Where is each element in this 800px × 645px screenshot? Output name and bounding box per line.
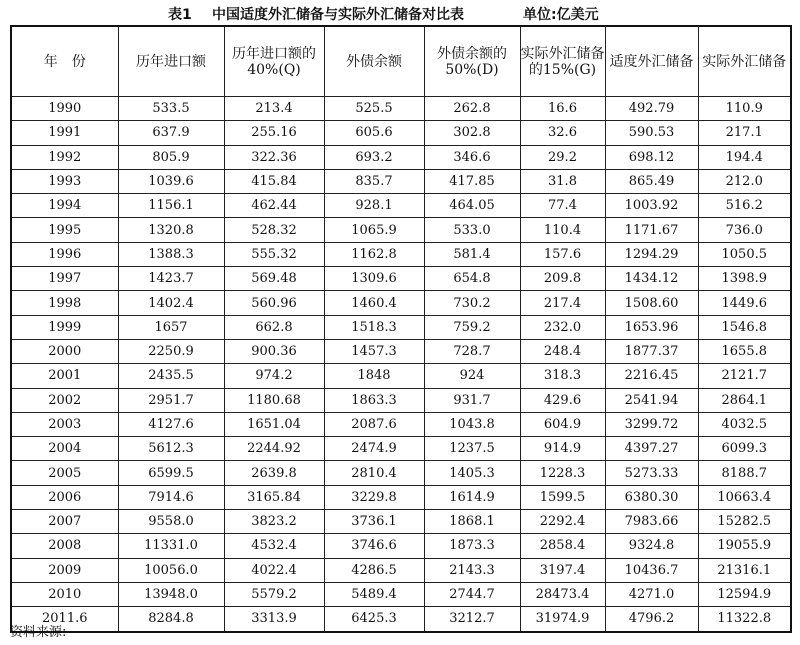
- value-cell: 4532.4: [224, 534, 324, 558]
- value-cell: 6380.30: [605, 485, 698, 509]
- value-cell: 415.84: [224, 169, 324, 193]
- value-cell: 3165.84: [224, 485, 324, 509]
- value-cell: 654.8: [424, 267, 520, 291]
- table-row: [11, 461, 791, 485]
- value-cell: 533.5: [118, 97, 224, 121]
- value-cell: 492.79: [605, 97, 698, 121]
- value-cell: 217.4: [520, 291, 605, 315]
- year-cell: 1998: [11, 291, 118, 315]
- value-cell: 110.9: [698, 97, 791, 121]
- value-cell: 590.53: [605, 121, 698, 145]
- value-cell: 865.49: [605, 169, 698, 193]
- value-cell: 805.9: [118, 145, 224, 169]
- value-cell: 1039.6: [118, 169, 224, 193]
- year-cell: 1995: [11, 218, 118, 242]
- table-row: [11, 558, 791, 582]
- table-row: [11, 145, 791, 169]
- column-header: 年 份: [11, 26, 118, 97]
- table-row: [11, 291, 791, 315]
- table-title: 中国适度外汇储备与实际外汇储备对比表: [212, 7, 464, 23]
- value-cell: 974.2: [224, 364, 324, 388]
- value-cell: 232.0: [520, 315, 605, 339]
- table-row: [11, 437, 791, 461]
- value-cell: 346.6: [424, 145, 520, 169]
- value-cell: 581.4: [424, 242, 520, 266]
- value-cell: 8188.7: [698, 461, 791, 485]
- year-cell: 2004: [11, 437, 118, 461]
- value-cell: 429.6: [520, 388, 605, 412]
- value-cell: 728.7: [424, 339, 520, 363]
- value-cell: 213.4: [224, 97, 324, 121]
- value-cell: 3736.1: [324, 510, 424, 534]
- value-cell: 464.05: [424, 194, 520, 218]
- value-cell: 318.3: [520, 364, 605, 388]
- value-cell: 1518.3: [324, 315, 424, 339]
- value-cell: 1614.9: [424, 485, 520, 509]
- year-cell: 2009: [11, 558, 118, 582]
- table-row: [11, 534, 791, 558]
- value-cell: 2639.8: [224, 461, 324, 485]
- value-cell: 1655.8: [698, 339, 791, 363]
- value-cell: 1457.3: [324, 339, 424, 363]
- value-cell: 2087.6: [324, 412, 424, 436]
- value-cell: 5612.3: [118, 437, 224, 461]
- value-cell: 31.8: [520, 169, 605, 193]
- table-row: [11, 121, 791, 145]
- value-cell: 1877.37: [605, 339, 698, 363]
- value-cell: 1003.92: [605, 194, 698, 218]
- value-cell: 516.2: [698, 194, 791, 218]
- table-row: [11, 242, 791, 266]
- value-cell: 10056.0: [118, 558, 224, 582]
- value-cell: 5273.33: [605, 461, 698, 485]
- value-cell: 1043.8: [424, 412, 520, 436]
- value-cell: 10663.4: [698, 485, 791, 509]
- value-cell: 2244.92: [224, 437, 324, 461]
- value-cell: 262.8: [424, 97, 520, 121]
- value-cell: 77.4: [520, 194, 605, 218]
- value-cell: 9558.0: [118, 510, 224, 534]
- year-cell: 2000: [11, 339, 118, 363]
- value-cell: 209.8: [520, 267, 605, 291]
- value-cell: 1237.5: [424, 437, 520, 461]
- value-cell: 1653.96: [605, 315, 698, 339]
- value-cell: 928.1: [324, 194, 424, 218]
- column-header: 历年进口额: [118, 26, 224, 97]
- value-cell: 1398.9: [698, 267, 791, 291]
- value-cell: 1156.1: [118, 194, 224, 218]
- value-cell: 914.9: [520, 437, 605, 461]
- value-cell: 11331.0: [118, 534, 224, 558]
- value-cell: 2858.4: [520, 534, 605, 558]
- year-cell: 1991: [11, 121, 118, 145]
- value-cell: 931.7: [424, 388, 520, 412]
- value-cell: 110.4: [520, 218, 605, 242]
- value-cell: 6599.5: [118, 461, 224, 485]
- value-cell: 555.32: [224, 242, 324, 266]
- value-cell: 3823.2: [224, 510, 324, 534]
- value-cell: 2541.94: [605, 388, 698, 412]
- value-cell: 4271.0: [605, 582, 698, 606]
- column-header: 历年进口额的40%(Q): [224, 26, 324, 97]
- unit-label: 单位:亿美元: [523, 7, 599, 23]
- value-cell: 1868.1: [424, 510, 520, 534]
- value-cell: 4127.6: [118, 412, 224, 436]
- value-cell: 1863.3: [324, 388, 424, 412]
- value-cell: 28473.4: [520, 582, 605, 606]
- value-cell: 2864.1: [698, 388, 791, 412]
- year-cell: 2003: [11, 412, 118, 436]
- value-cell: 4397.27: [605, 437, 698, 461]
- value-cell: 2250.9: [118, 339, 224, 363]
- value-cell: 217.1: [698, 121, 791, 145]
- value-cell: 1873.3: [424, 534, 520, 558]
- value-cell: 1309.6: [324, 267, 424, 291]
- value-cell: 662.8: [224, 315, 324, 339]
- header-row: [11, 26, 791, 97]
- value-cell: 1434.12: [605, 267, 698, 291]
- value-cell: 21316.1: [698, 558, 791, 582]
- table-row: [11, 607, 791, 632]
- value-cell: 604.9: [520, 412, 605, 436]
- value-cell: 462.44: [224, 194, 324, 218]
- table-row: [11, 364, 791, 388]
- value-cell: 13948.0: [118, 582, 224, 606]
- value-cell: 569.48: [224, 267, 324, 291]
- column-header: 外债余额: [324, 26, 424, 97]
- table-caption: [0, 0, 800, 26]
- year-cell: 2001: [11, 364, 118, 388]
- value-cell: 1320.8: [118, 218, 224, 242]
- year-cell: 1994: [11, 194, 118, 218]
- value-cell: 194.4: [698, 145, 791, 169]
- value-cell: 322.36: [224, 145, 324, 169]
- value-cell: 4032.5: [698, 412, 791, 436]
- value-cell: 11322.8: [698, 607, 791, 632]
- year-cell: 2011.6: [11, 607, 118, 632]
- value-cell: 835.7: [324, 169, 424, 193]
- value-cell: 19055.9: [698, 534, 791, 558]
- value-cell: 1388.3: [118, 242, 224, 266]
- value-cell: 1460.4: [324, 291, 424, 315]
- value-cell: 1657: [118, 315, 224, 339]
- value-cell: 730.2: [424, 291, 520, 315]
- value-cell: 1294.29: [605, 242, 698, 266]
- value-cell: 10436.7: [605, 558, 698, 582]
- value-cell: 2435.5: [118, 364, 224, 388]
- value-cell: 3746.6: [324, 534, 424, 558]
- value-cell: 3313.9: [224, 607, 324, 632]
- value-cell: 693.2: [324, 145, 424, 169]
- year-cell: 1993: [11, 169, 118, 193]
- column-header: 适度外汇储备: [605, 26, 698, 97]
- value-cell: 2292.4: [520, 510, 605, 534]
- value-cell: 212.0: [698, 169, 791, 193]
- value-cell: 29.2: [520, 145, 605, 169]
- table-row: [11, 388, 791, 412]
- value-cell: 736.0: [698, 218, 791, 242]
- value-cell: 1050.5: [698, 242, 791, 266]
- value-cell: 9324.8: [605, 534, 698, 558]
- value-cell: 1651.04: [224, 412, 324, 436]
- year-cell: 2008: [11, 534, 118, 558]
- value-cell: 32.6: [520, 121, 605, 145]
- year-cell: 2010: [11, 582, 118, 606]
- table-row: [11, 267, 791, 291]
- data-table-container: [10, 25, 790, 633]
- year-cell: 2002: [11, 388, 118, 412]
- table-row: [11, 218, 791, 242]
- value-cell: 2143.3: [424, 558, 520, 582]
- table-row: [11, 510, 791, 534]
- table-row: [11, 582, 791, 606]
- value-cell: 2951.7: [118, 388, 224, 412]
- value-cell: 2216.45: [605, 364, 698, 388]
- value-cell: 3299.72: [605, 412, 698, 436]
- table-number: 表1: [168, 7, 192, 23]
- value-cell: 4796.2: [605, 607, 698, 632]
- year-cell: 1992: [11, 145, 118, 169]
- value-cell: 1599.5: [520, 485, 605, 509]
- value-cell: 3197.4: [520, 558, 605, 582]
- value-cell: 31974.9: [520, 607, 605, 632]
- value-cell: 417.85: [424, 169, 520, 193]
- value-cell: 255.16: [224, 121, 324, 145]
- year-cell: 2006: [11, 485, 118, 509]
- reserve-comparison-table: [10, 25, 792, 633]
- value-cell: 6425.3: [324, 607, 424, 632]
- year-cell: 1996: [11, 242, 118, 266]
- column-header: 实际外汇储备的15%(G): [520, 26, 605, 97]
- value-cell: 1171.67: [605, 218, 698, 242]
- value-cell: 12594.9: [698, 582, 791, 606]
- table-body: [11, 97, 791, 632]
- value-cell: 8284.8: [118, 607, 224, 632]
- source-footnote: 资料来源:: [10, 625, 67, 640]
- table-row: [11, 339, 791, 363]
- value-cell: 2121.7: [698, 364, 791, 388]
- value-cell: 528.32: [224, 218, 324, 242]
- value-cell: 5579.2: [224, 582, 324, 606]
- year-cell: 2007: [11, 510, 118, 534]
- table-row: [11, 412, 791, 436]
- value-cell: 533.0: [424, 218, 520, 242]
- value-cell: 1180.68: [224, 388, 324, 412]
- year-cell: 1997: [11, 267, 118, 291]
- value-cell: 2744.7: [424, 582, 520, 606]
- value-cell: 1508.60: [605, 291, 698, 315]
- value-cell: 698.12: [605, 145, 698, 169]
- year-cell: 1999: [11, 315, 118, 339]
- table-row: [11, 315, 791, 339]
- value-cell: 157.6: [520, 242, 605, 266]
- value-cell: 605.6: [324, 121, 424, 145]
- value-cell: 759.2: [424, 315, 520, 339]
- value-cell: 637.9: [118, 121, 224, 145]
- value-cell: 16.6: [520, 97, 605, 121]
- value-cell: 560.96: [224, 291, 324, 315]
- year-cell: 2005: [11, 461, 118, 485]
- value-cell: 7983.66: [605, 510, 698, 534]
- column-header: 外债余额的50%(D): [424, 26, 520, 97]
- year-cell: 1990: [11, 97, 118, 121]
- table-row: [11, 169, 791, 193]
- value-cell: 924: [424, 364, 520, 388]
- value-cell: 2474.9: [324, 437, 424, 461]
- value-cell: 2810.4: [324, 461, 424, 485]
- value-cell: 302.8: [424, 121, 520, 145]
- value-cell: 248.4: [520, 339, 605, 363]
- value-cell: 3212.7: [424, 607, 520, 632]
- table-row: [11, 97, 791, 121]
- table-row: [11, 485, 791, 509]
- value-cell: 4022.4: [224, 558, 324, 582]
- value-cell: 1546.8: [698, 315, 791, 339]
- value-cell: 1405.3: [424, 461, 520, 485]
- value-cell: 4286.5: [324, 558, 424, 582]
- value-cell: 1423.7: [118, 267, 224, 291]
- value-cell: 1848: [324, 364, 424, 388]
- value-cell: 3229.8: [324, 485, 424, 509]
- value-cell: 15282.5: [698, 510, 791, 534]
- column-header: 实际外汇储备: [698, 26, 791, 97]
- value-cell: 1162.8: [324, 242, 424, 266]
- value-cell: 1065.9: [324, 218, 424, 242]
- value-cell: 900.36: [224, 339, 324, 363]
- value-cell: 1228.3: [520, 461, 605, 485]
- value-cell: 5489.4: [324, 582, 424, 606]
- table-row: [11, 194, 791, 218]
- value-cell: 1402.4: [118, 291, 224, 315]
- value-cell: 525.5: [324, 97, 424, 121]
- value-cell: 7914.6: [118, 485, 224, 509]
- value-cell: 1449.6: [698, 291, 791, 315]
- value-cell: 6099.3: [698, 437, 791, 461]
